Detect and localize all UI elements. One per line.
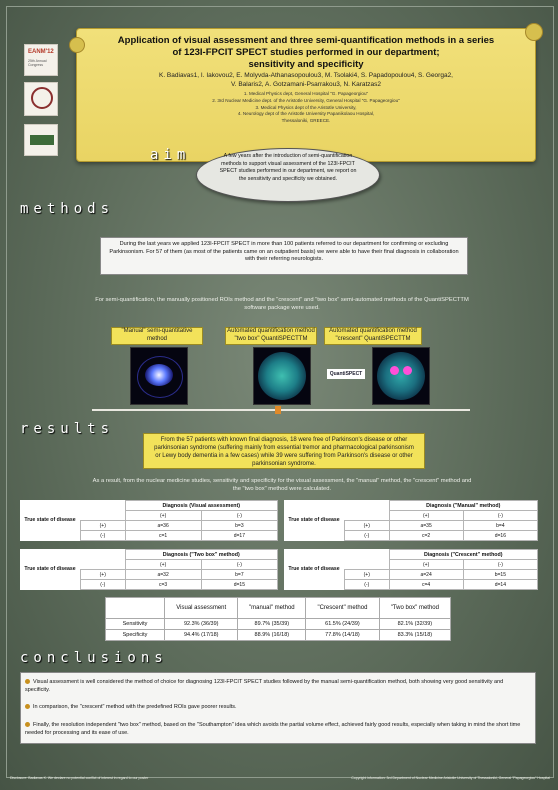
cell-a: a=24 xyxy=(389,570,463,580)
cell-b: b=7 xyxy=(201,570,277,580)
results-highlight-text: From the 57 patients with known final diagnosis, 18 were free of Parkinson's disease or other parkinsonian syndrome (suffering mainly from essential tremor and pharmacological parkinsonism or Lewy body dementia in a few cases) while 39 were suffering from Parkinson's disease or other parkinsonian syndrome. xyxy=(154,437,414,467)
col-neg: (-) xyxy=(463,560,537,570)
semi-quantification-text: For semi-quantification, the manually positioned ROIs method and the "crescent" and "two box" semi-automated methods of the QuantiSPECTTM software package were used. xyxy=(95,297,469,311)
title-line-1: Application of visual assessment and three semi-quantification methods in a series xyxy=(117,35,495,46)
authors-line-2: V. Balaris2, A. Gotzamani-Psarrakou3, N. Karatzas2 xyxy=(230,81,382,88)
affiliations xyxy=(97,91,515,125)
title-banner xyxy=(76,28,536,162)
scan-image-crescent xyxy=(372,347,430,405)
summary-header: "Two box" method xyxy=(379,598,450,619)
diagnosis-table-crescent xyxy=(284,549,538,590)
row-pos: (+) xyxy=(81,570,126,580)
cell-c: c=4 xyxy=(389,580,463,590)
scan-glow xyxy=(377,352,425,400)
aim-callout xyxy=(196,148,380,202)
bullet-icon xyxy=(25,722,30,727)
conclusion-3-text: Finally, the resolution independent "two box" method, based on the "Southampton" idea which avoids the partial volume effect, achieved fairly good results, especially when taking in mind the short time needed for processing and its ease of use. xyxy=(25,722,521,736)
scroll-curl-left xyxy=(69,37,85,53)
row-head: True state of disease xyxy=(20,501,81,541)
results-heading: results xyxy=(20,421,115,437)
conclusion-3 xyxy=(25,721,527,737)
scan-image-two-box xyxy=(253,347,311,405)
bullet-icon xyxy=(25,704,30,709)
row-label: Sensitivity xyxy=(106,619,165,630)
cell-a: a=35 xyxy=(389,521,463,531)
affiliation-4: 4. Neurology dept of the Aristotle University Papanikolaou Hospital, xyxy=(237,111,375,117)
sensitivity-specificity-table xyxy=(105,597,451,641)
scan-glow xyxy=(258,352,306,400)
table-cell: 82.1% (32/39) xyxy=(379,619,450,630)
cell-a: a=32 xyxy=(125,570,201,580)
hospital-logo-icon xyxy=(30,135,54,145)
table-caption: Diagnosis ("Two box" method) xyxy=(125,550,278,560)
quantispect-logo: QuantiSPECT xyxy=(327,369,365,379)
conclusion-2-text: In comparison, the "crescent" method with the predefined ROIs gave poorer results. xyxy=(33,704,237,710)
cell-d: d=14 xyxy=(463,580,537,590)
col-neg: (-) xyxy=(201,560,277,570)
table-caption: Diagnosis ("Crescent" method) xyxy=(389,550,538,560)
scan-hotspot-left xyxy=(390,366,399,375)
col-pos: (+) xyxy=(125,511,201,521)
title-line-2: of 123I-FPCIT SPECT studies performed in our department; xyxy=(172,47,440,58)
col-neg: (-) xyxy=(201,511,277,521)
row-neg: (-) xyxy=(345,580,390,590)
cell-d: d=16 xyxy=(463,531,537,541)
section-divider xyxy=(92,409,470,411)
row-neg: (-) xyxy=(81,531,126,541)
row-label: Specificity xyxy=(106,630,165,641)
table-cell: 77.8% (14/18) xyxy=(306,630,380,641)
row-head: True state of disease xyxy=(284,501,345,541)
seal-icon xyxy=(31,87,53,109)
table-caption: Diagnosis (Visual assessment) xyxy=(125,501,278,511)
scan-image-manual xyxy=(130,347,188,405)
hospital-logo xyxy=(24,124,58,156)
row-neg: (-) xyxy=(81,580,126,590)
scroll-curl-right xyxy=(525,23,543,41)
footer-disclosure: Disclosure: Badiavas K. We declare no potential conflict of interest in regard to our poster xyxy=(10,776,149,780)
affiliation-3: 3. Medical Physics dept of the Aristotle University, xyxy=(255,104,357,110)
cell-c: c=2 xyxy=(389,531,463,541)
eanm-logo-subtitle: 25th Annual Congress xyxy=(28,59,47,67)
bullet-icon xyxy=(25,679,30,684)
title-line-3: sensitivity and specificity xyxy=(248,59,364,70)
methods-heading: methods xyxy=(20,201,115,217)
results-intro-text: As a result, from the nuclear medicine studies, sensitivity and specificity for the visual assessment, the "manual" method, the "crescent" method and the "two box" method were calculated. xyxy=(92,478,472,492)
row-pos: (+) xyxy=(81,521,126,531)
table-caption: Diagnosis ("Manual" method) xyxy=(389,501,538,511)
cell-c: c=3 xyxy=(125,580,201,590)
results-highlight-box xyxy=(143,433,425,469)
authors-line-1: K. Badiavas1, I. Iakovou2, E. Molyvda-Athanasopoulou3, M. Tsolaki4, S. Papadopoulou4, S. Georga2, xyxy=(158,72,453,79)
poster-title xyxy=(97,35,515,71)
cell-b: b=3 xyxy=(201,521,277,531)
table-cell: 61.5% (24/39) xyxy=(306,619,380,630)
scan-hotspot-right xyxy=(403,366,412,375)
conclusion-1 xyxy=(25,678,527,694)
university-seal-logo xyxy=(24,82,58,116)
table-cell: 92.3% (36/39) xyxy=(165,619,238,630)
divider-marker xyxy=(275,406,281,414)
label-manual-method: "Manual" semi-quantitative method xyxy=(111,327,203,345)
summary-header: "manual" method xyxy=(238,598,306,619)
affiliation-1: 1. Medical Physics dept, General Hospital "G. Papageorgiou" xyxy=(243,91,369,96)
conclusion-2 xyxy=(25,703,527,711)
table-cell: 94.4% (17/18) xyxy=(165,630,238,641)
table-cell: 83.3% (15/18) xyxy=(379,630,450,641)
diagnosis-table-two-box xyxy=(20,549,278,590)
cell-a: a=36 xyxy=(125,521,201,531)
cell-d: d=17 xyxy=(201,531,277,541)
aim-heading: aim xyxy=(150,147,191,163)
methods-text: During the last years we applied 123I-FPCIT SPECT in more than 100 patients referred to our department for confirming or excluding Parkinsonism. For 57 of them (as most of the patients came on an outpatient basis) we were able to have their final diagnosis in collaboration with their referring neurologists. xyxy=(109,241,459,263)
eanm-logo-text: EANM'12 xyxy=(28,49,54,55)
cell-c: c=1 xyxy=(125,531,201,541)
row-head: True state of disease xyxy=(284,550,345,590)
table-row xyxy=(106,619,451,630)
eanm-logo xyxy=(24,44,58,76)
cell-d: d=15 xyxy=(201,580,277,590)
footer-copyright: Copyright information: 3rd Department of Nuclear Medicine Aristotle University of Thessaloniki, General "Papageorgiou" Hospital xyxy=(351,776,550,780)
conclusions-heading: conclusions xyxy=(20,650,168,666)
methods-box xyxy=(100,237,468,275)
table-cell: 88.9% (16/18) xyxy=(238,630,306,641)
table-cell: 89.7% (35/39) xyxy=(238,619,306,630)
row-pos: (+) xyxy=(345,521,390,531)
affiliation-2: 2. 3rd Nuclear Medicine dept. of the Aristotle University, General Hospital "G. Papageorgiou" xyxy=(212,97,400,103)
summary-header: Visual assessment xyxy=(165,598,238,619)
col-pos: (+) xyxy=(389,560,463,570)
diagnosis-table-visual xyxy=(20,500,278,541)
conclusions-box xyxy=(20,672,536,744)
diagnosis-table-manual xyxy=(284,500,538,541)
summary-header: "Crescent" method xyxy=(306,598,380,619)
authors xyxy=(97,71,515,89)
col-pos: (+) xyxy=(125,560,201,570)
scan-outline xyxy=(137,356,183,398)
row-pos: (+) xyxy=(345,570,390,580)
cell-b: b=4 xyxy=(463,521,537,531)
cell-b: b=15 xyxy=(463,570,537,580)
summary-corner-cell xyxy=(106,598,165,619)
col-pos: (+) xyxy=(389,511,463,521)
conclusion-1-text: Visual assessment is well considered the method of choice for diagnosing 123I-FPCIT SPECT studies followed by the manual semi-quantification method, both showing very good sensitivity and specificity. xyxy=(25,679,504,693)
col-neg: (-) xyxy=(463,511,537,521)
table-row xyxy=(106,630,451,641)
row-head: True state of disease xyxy=(20,550,81,590)
label-crescent-method: Automated quantification method "crescent" QuantiSPECTTM xyxy=(324,327,422,345)
row-neg: (-) xyxy=(345,531,390,541)
label-two-box-method: Automated quantification method "two box" QuantiSPECTTM xyxy=(225,327,317,345)
aim-text: A few years after the introduction of semi-quantification methods to support visual assessment of the 123I-FPCIT SPECT studies performed in our department, we report on the sensitivity and specificity we obtained. xyxy=(219,153,357,182)
affiliation-5: Thessaloniki, GREECE. xyxy=(281,118,331,124)
